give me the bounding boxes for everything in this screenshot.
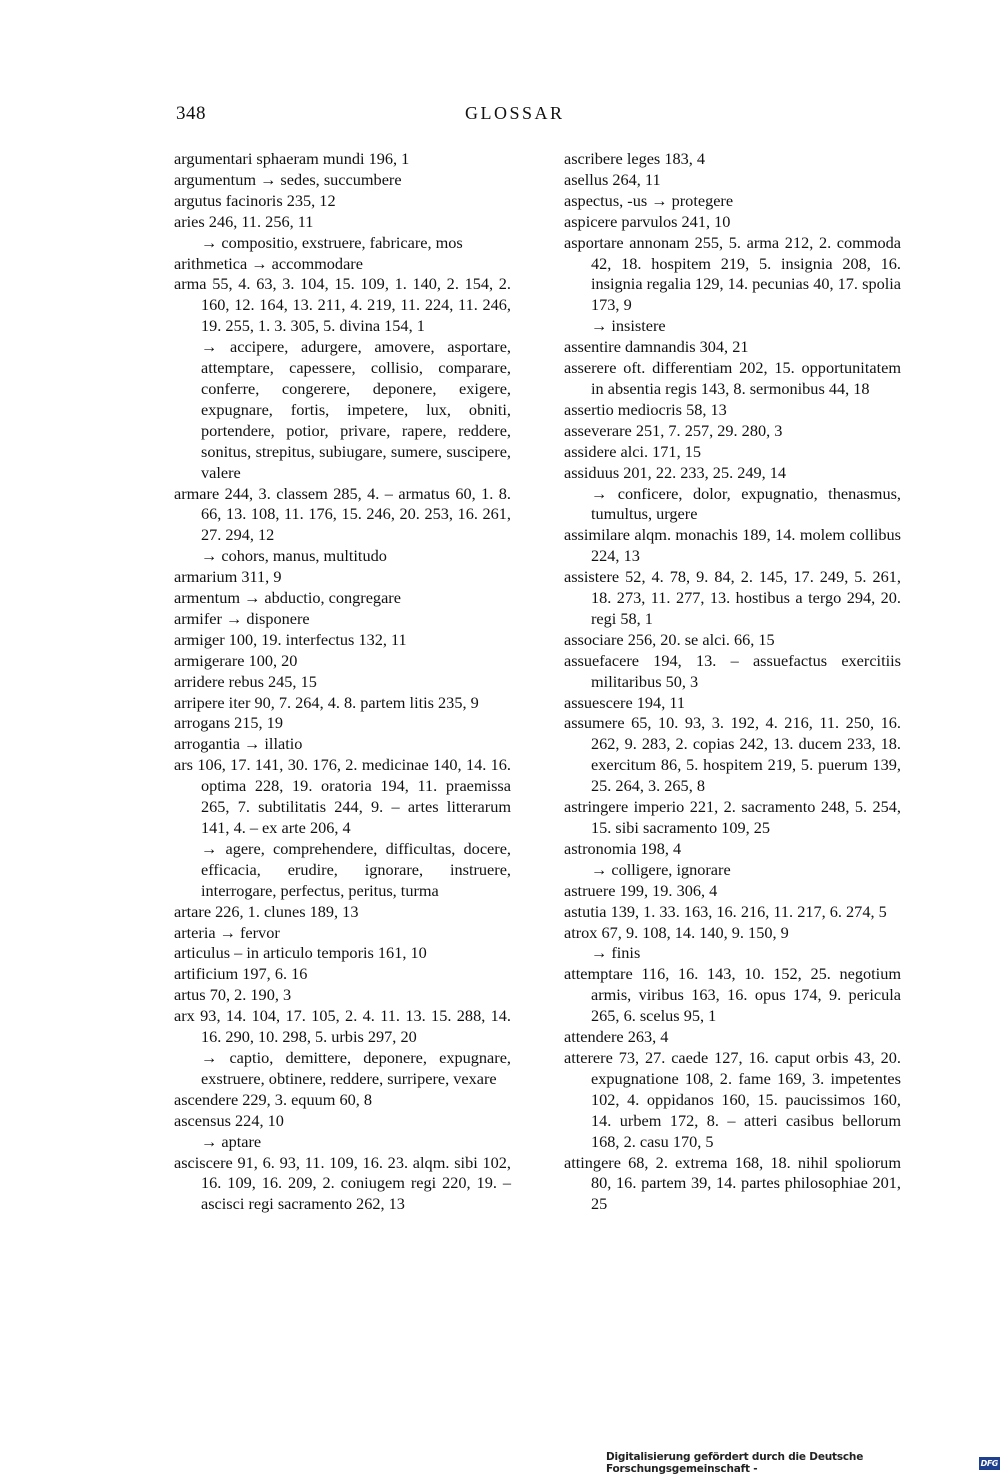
glossary-entry: ascendere 229, 3. equum 60, 8 xyxy=(174,1089,373,1109)
glossary-entry: assidere alci. 171, 15 xyxy=(564,441,701,461)
glossary-entry: arrogans 215, 19 xyxy=(174,713,283,733)
cross-reference: → insistere xyxy=(591,316,666,336)
glossary-entry: attingere 68, 2. extrema 168, 18. nihil spoliorum 80, 16. partem 39, 14. partes philosophiae 201, 25 xyxy=(564,1152,901,1214)
glossary-entry: argumentari sphaeram mundi 196, 1 xyxy=(174,149,410,168)
glossary-entry: asportare annonam 255, 5. arma 212, 2. commoda 42, 18. hospitem 219, 5. insignia 208, 16. insignia regalia 129, 14. pecunias 40, 17. spolia 173, 9 xyxy=(564,232,901,315)
glossary-entry: articulus – in articulo temporis 161, 10 xyxy=(174,943,427,963)
cross-reference: → aptare xyxy=(201,1131,262,1151)
glossary-entry: attemptare 116, 16. 143, 10. 152, 25. negotium armis, viribus 163, 16. opus 174, 9. pericula 265, 6. scelus 95, 1 xyxy=(564,964,901,1026)
glossary-entry: armiger 100, 19. interfectus 132, 11 xyxy=(174,629,407,649)
glossary-entry: arx 93, 14. 104, 17. 105, 2. 4. 11. 13. 15. 288, 14. 16. 290, 10. 298, 5. urbis 297, 20 xyxy=(174,1006,511,1047)
glossary-entry: astringere imperio 221, 2. sacramento 248, 5. 254, 15. sibi sacramento 109, 25 xyxy=(564,797,901,837)
glossary-entry: artificium 197, 6. 16 xyxy=(174,964,308,984)
glossary-entry: artus 70, 2. 190, 3 xyxy=(174,985,292,1005)
cross-reference: → accipere, adurgere, amovere, asportare, attemptare, capessere, collisio, comparare, conferre, congerere, deponere, exigere, expugnare, fortis, impetere, lux, obniti, portendere, potior, privare, rapere, reddere, sonitus, strepitus, subiugare, sumere, suscipere, valere xyxy=(201,337,511,482)
glossary-entry: asellus 264, 11 xyxy=(564,169,661,189)
glossary-entry: arma 55, 4. 63, 3. 104, 15. 109, 1. 140, 2. 154, 2. 160, 12. 164, 13. 211, 4. 219, 11. 224, 11. 246, 19. 255, 1. 3. 305, 5. divina 154, 1 xyxy=(174,274,511,336)
glossary-entry: ascribere leges 183, 4 xyxy=(564,149,706,168)
glossary-entry: astutia 139, 1. 33. 163, 16. 216, 11. 217, 6. 274, 5 xyxy=(564,901,887,921)
glossary-column-left xyxy=(174,149,511,1215)
glossary-column-right xyxy=(564,149,901,1215)
cross-reference: → cohors, manus, multitudo xyxy=(201,546,387,566)
glossary-entry: aries 246, 11. 256, 11 xyxy=(174,211,314,231)
glossary-entry: associare 256, 20. se alci. 66, 15 xyxy=(564,629,775,649)
glossary-entry: astruere 199, 19. 306, 4 xyxy=(564,880,718,900)
cross-reference: → captio, demittere, deponere, expugnare, exstruere, obtinere, reddere, surripere, vexare xyxy=(201,1047,511,1088)
glossary-entry: asserere oft. differentiam 202, 15. opportunitatem in absentia regis 143, 8. sermonibus 44, 18 xyxy=(564,358,901,398)
glossary-entry: artare 226, 1. clunes 189, 13 xyxy=(174,901,359,921)
glossary-entry: argutus facinoris 235, 12 xyxy=(174,190,336,210)
glossary-entry: asciscere 91, 6. 93, 11. 109, 16. 23. alqm. sibi 102, 16. 109, 16. 209, 2. coniugem regi 220, 19. – ascisci regi sacramento 262, 13 xyxy=(174,1152,511,1214)
glossary-entry: aspectus, -us → protegere xyxy=(564,190,734,210)
glossary-entry: assiduus 201, 22. 233, 25. 249, 14 xyxy=(564,462,787,482)
cross-reference: → colligere, ignorare xyxy=(591,859,731,879)
glossary-entry: arrogantia → illatio xyxy=(174,734,303,754)
glossary-entry: assimilare alqm. monachis 189, 14. molem collibus 224, 13 xyxy=(564,525,901,566)
glossary-entry: argumentum → sedes, succumbere xyxy=(174,169,402,189)
digitization-footer xyxy=(606,1451,1000,1475)
dfg-logo: DFG xyxy=(979,1457,1000,1470)
cross-reference: → compositio, exstruere, fabricare, mos xyxy=(201,232,463,252)
page-header xyxy=(0,0,1000,140)
glossary-entry: assuefacere 194, 13. – assuefactus exercitiis militaribus 50, 3 xyxy=(564,650,901,691)
footer-text: Digitalisierung gefördert durch die Deutsche Forschungsgemeinschaft - xyxy=(606,1451,864,1475)
glossary-entry: ascensus 224, 10 xyxy=(174,1110,284,1130)
glossary-entry: astronomia 198, 4 xyxy=(564,838,682,858)
glossary-entry: atrox 67, 9. 108, 14. 140, 9. 150, 9 xyxy=(564,922,789,942)
glossary-entry: arteria → fervor xyxy=(174,922,280,942)
glossary-entry: armare 244, 3. classem 285, 4. – armatus 60, 1. 8. 66, 13. 108, 11. 176, 15. 246, 20. 253, 16. 261, 27. 294, 12 xyxy=(174,483,511,545)
glossary-entry: assumere 65, 10. 93, 3. 192, 4. 216, 11. 250, 16. 262, 9. 283, 2. copias 242, 13. ducem 233, 18. exercitum 86, 5. hospitem 219, 5. puerum 139, 25. 264, 3. 265, 8 xyxy=(564,713,901,796)
glossary-entry: assertio mediocris 58, 13 xyxy=(564,399,727,419)
glossary-entry: assistere 52, 4. 78, 9. 84, 2. 145, 17. 249, 5. 261, 18. 273, 11. 277, 13. hostibus a tergo 294, 20. regi 58, 1 xyxy=(564,567,901,628)
glossary-entry: armentum → abductio, congregare xyxy=(174,588,401,608)
glossary-entry: assentire damnandis 304, 21 xyxy=(564,337,749,357)
cross-reference: → agere, comprehendere, difficultas, docere, efficacia, erudire, ignorare, instruere, interrogare, perfectus, peritus, turma xyxy=(201,838,511,900)
glossary-entry: asseverare 251, 7. 257, 29. 280, 3 xyxy=(564,420,783,440)
cross-reference: → finis xyxy=(591,943,641,963)
glossary-entry: assuescere 194, 11 xyxy=(564,692,686,712)
glossary-entry: attendere 263, 4 xyxy=(564,1027,669,1047)
glossary-entry: ars 106, 17. 141, 30. 176, 2. medicinae 140, 14. 16. optima 228, 19. oratoria 194, 11. praemissa 265, 7. subtilitatis 244, 9. – artes litterarum 141, 4. – ex arte 206, 4 xyxy=(174,755,511,837)
page-number: 348 xyxy=(176,103,206,124)
running-head: GLOSSAR xyxy=(465,103,565,123)
glossary-entry: arripere iter 90, 7. 264, 4. 8. partem litis 235, 9 xyxy=(174,692,479,712)
cross-reference: → conficere, dolor, expugnatio, thenasmus, tumultus, urgere xyxy=(591,483,901,524)
glossary-entry: atterere 73, 27. caede 127, 16. caput orbis 43, 20. expugnatione 108, 2. fame 169, 3. impetentes 102, 4. oppidanos 160, 15. paucissimos 160, 14. urbem 172, 8. – atteri casibus bellorum 168, 2. casu 170, 5 xyxy=(564,1047,901,1151)
glossary-entry: arridere rebus 245, 15 xyxy=(174,671,317,691)
glossary-entry: arithmetica → accommodare xyxy=(174,253,363,273)
glossary-entry: aspicere parvulos 241, 10 xyxy=(564,211,731,231)
glossary-entry: armarium 311, 9 xyxy=(174,567,282,587)
glossary-entry: armifer → disponere xyxy=(174,608,310,628)
glossary-entry: armigerare 100, 20 xyxy=(174,650,298,670)
